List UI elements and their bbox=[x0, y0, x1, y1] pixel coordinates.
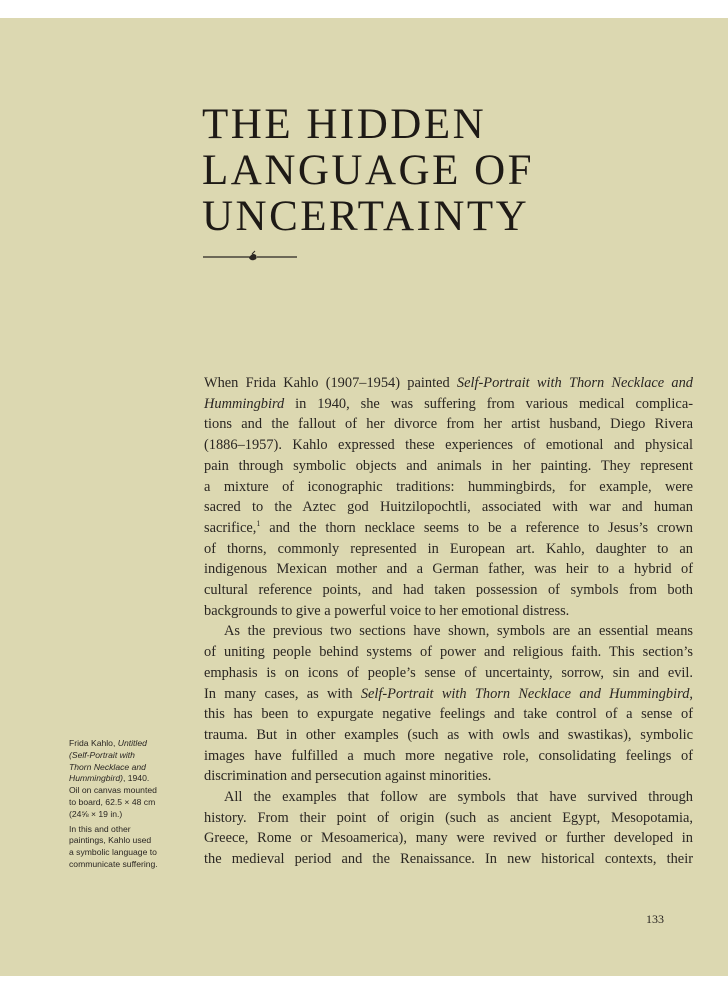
caption-credit: Frida Kahlo, Untitled (Self-Portrait with Thorn Necklace and Hummingbird), 1940. Oil on canvas mounted to board, 62.5 × 48 cm (24⅝ × 19 in.) bbox=[69, 738, 157, 819]
page-number: 133 bbox=[646, 912, 664, 926]
paragraph-2: As the previous two sections have shown, symbols are an essential means of uniting people behind systems of power and religious faith. This section’s emphasis is on icons of people’s sense of uncertainty, sorrow, sin and evil. In many cases, as with Self-Portrait with Thorn Necklace and Hummingbird, this has been to expurgate negative feelings and take control of a sense of trauma. But in other examples (such as with owls and swastikas), symbolic images have fulfilled a much more negative role, consolidating feelings of discrimination and persecution against minorities. bbox=[204, 623, 693, 785]
body-text bbox=[204, 373, 693, 870]
paragraph-3: All the examples that follow are symbols that have survived through history. From their point of origin (such as ancient Egypt, Mesopotamia, Greece, Rome or Mesoamerica), many were revived or further developed in the medieval period and the Renaissance. In new historical contexts, their bbox=[204, 789, 693, 868]
title-line: LANGUAGE OF bbox=[202, 147, 535, 194]
book-page bbox=[0, 18, 728, 976]
caption-note: In this and other paintings, Kahlo used a symbolic language to communicate suffering. bbox=[69, 823, 158, 869]
chapter-title bbox=[202, 102, 534, 240]
image-caption bbox=[69, 738, 181, 874]
ornament-divider-icon bbox=[203, 250, 297, 264]
title-line: UNCERTAINTY bbox=[202, 193, 530, 240]
title-line: THE HIDDEN bbox=[202, 101, 487, 148]
paragraph-1: When Frida Kahlo (1907–1954) painted Self-Portrait with Thorn Necklace and Hummingbird in 1940, she was suffering from various medical complica- tions and the fallout of her divorce from her artist husband, Diego Rivera (1886–1957). Kahlo expressed these experiences of emotional and physical pain through symbolic objects and animals in her painting. They represent a mixture of iconographic traditions: hummingbirds, for example, were sacred to the Aztec god Huitzilopochtli, associated with war and human sacrifice,$^1$ and the thorn necklace seems to be a reference to Jesus’s crown of thorns, commonly represented in European art. Kahlo, daughter to an indigenous Mexican mother and a German father, was heir to a hybrid of cultural reference points, and had taken possession of symbols from both backgrounds to give a powerful voice to her emotional distress. bbox=[204, 375, 694, 619]
footnote-ref: 1 bbox=[256, 519, 261, 529]
